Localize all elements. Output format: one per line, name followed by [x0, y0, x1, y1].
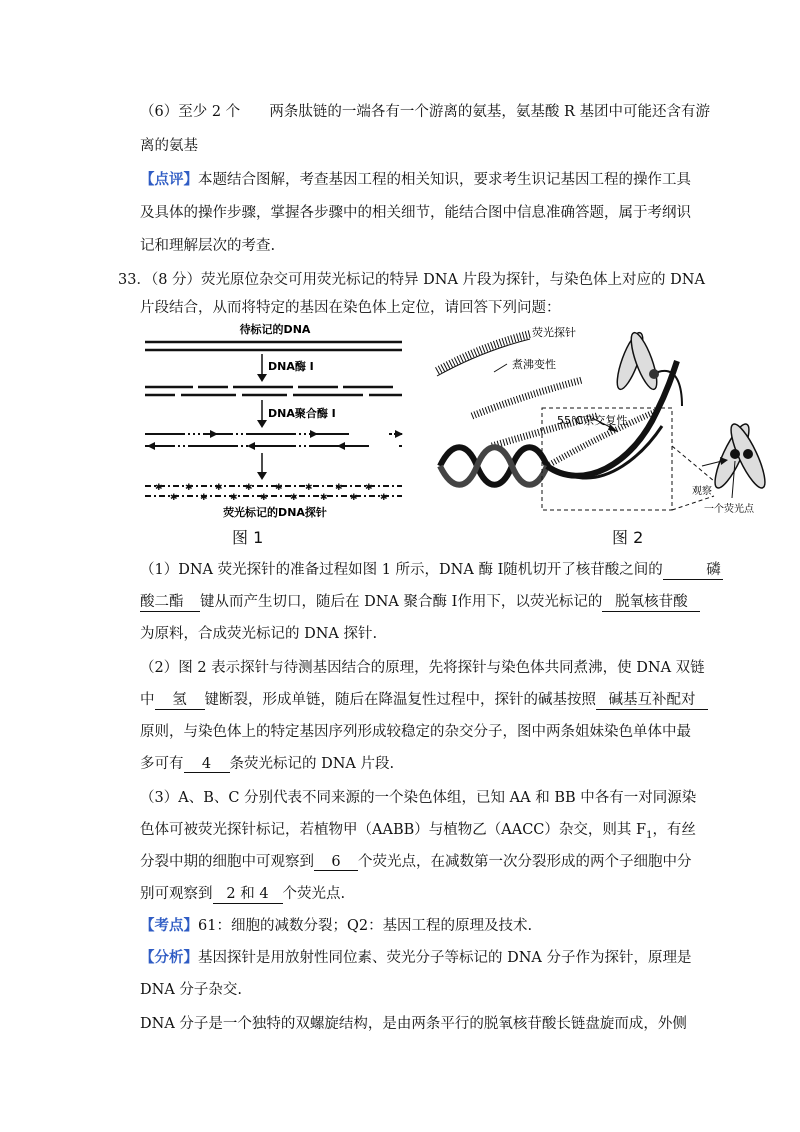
question-33-line1: 33．（8 分）荧光原位杂交可用荧光标记的特异 DNA 片段为探针，与染色体上对应的 DNA [118, 272, 705, 288]
fig2-boil-label: 煮沸变性 [512, 358, 556, 371]
svg-text:✱: ✱ [350, 493, 358, 503]
part2-line4 [140, 752, 800, 773]
part3-answer-2: 2 和 4 [213, 882, 283, 904]
svg-text:✱: ✱ [155, 483, 163, 493]
part3-subscript: 1 [646, 829, 653, 841]
part2-text-b: 中 [140, 692, 155, 708]
svg-text:✱: ✱ [230, 493, 238, 503]
fenxi-line3: DNA 分子是一个独特的双螺旋结构，是由两条平行的脱氧核苷酸长链盘旋而成，外侧 [140, 1016, 687, 1032]
svg-text:✱: ✱ [335, 483, 343, 493]
part1-line3: 为原料，合成荧光标记的 DNA 探针. [140, 626, 378, 642]
part1-line2 [140, 590, 800, 612]
part3-text-e: 别可观察到 [140, 886, 213, 902]
figure-1-diagram [140, 318, 410, 548]
part3-line4 [140, 882, 800, 904]
fenxi-line1 [140, 946, 800, 967]
fig1-step2-label: DNA聚合酶 I [268, 407, 336, 420]
part6-line2: 离的氨基 [140, 138, 198, 154]
part1-answer-1a: 磷 [663, 558, 723, 580]
svg-text:✱: ✱ [260, 493, 268, 503]
part3-text-d: 个荧光点，在减数第一次分裂形成的两个子细胞中分 [358, 854, 692, 870]
svg-text:✱: ✱ [245, 483, 253, 493]
figure-2-caption: 图 2 [612, 528, 644, 547]
part3-line1: （3）A、B、C 分别代表不同来源的一个染色体组，已知 AA 和 BB 中各有一对同源染 [140, 790, 697, 806]
svg-text:✱: ✱ [290, 493, 298, 503]
fenxi-text-1: 基因探针是用放射性同位素、荧光分子等标记的 DNA 分子作为探针，原理是 [198, 950, 692, 966]
comment-tag: 【点评】 [140, 171, 198, 188]
svg-text:✱: ✱ [185, 483, 193, 493]
svg-text:✱: ✱ [320, 493, 328, 503]
part2-text-c: 键断裂，形成单链，随后在降温复性过程中，探针的碱基按照 [204, 692, 596, 708]
part1-line1 [140, 558, 800, 580]
svg-text:✱: ✱ [200, 493, 208, 503]
part3-line2 [140, 818, 800, 841]
figure-1-caption: 图 1 [232, 528, 264, 547]
part3-line3 [140, 850, 800, 871]
svg-text:✱: ✱ [305, 483, 313, 493]
comment-line2: 及具体的操作步骤，掌握各步骤中的相关细节，能结合图中信息准确答题，属于考纲识 [140, 205, 691, 221]
part6-explanation: 两条肽链的一端各有一个游离的氨基，氨基酸 R 基团中可能还含有游 [269, 104, 711, 120]
part3-text-b2: ，有丝 [652, 822, 696, 838]
question-33-line2: 片段结合，从而将特定的基因在染色体上定位，请回答下列问题： [140, 300, 561, 316]
svg-text:✱: ✱ [275, 483, 283, 493]
fig2-dot-label: 一个荧光点 [704, 504, 754, 515]
part1-text-b: 键从而产生切口，随后在 DNA 聚合酶 Ⅰ作用下，以荧光标记的 [200, 594, 603, 610]
comment-line3: 记和理解层次的考查. [140, 238, 276, 254]
svg-text:✱: ✱ [365, 483, 373, 493]
fig1-step1-label: DNA酶 I [268, 360, 314, 373]
comment-line1 [140, 168, 800, 189]
part2-line3: 原则，与染色体上的特定基因序列形成较稳定的杂交分子，图中两条姐妹染色单体中最 [140, 724, 691, 740]
svg-text:✱: ✱ [380, 493, 388, 503]
fig2-probe-label: 荧光探针 [532, 326, 576, 339]
part3-text-b: 色体可被荧光探针标记，若植物甲（AABB）与植物乙（AACC）杂交，则其 F [140, 822, 647, 838]
kaodian-text: 61：细胞的减数分裂；Q2：基因工程的原理及技术. [198, 918, 533, 934]
fig1-top-label: 待标记的DNA [239, 323, 311, 336]
figure-2 [432, 316, 778, 526]
figure-2-diagram [432, 316, 778, 526]
svg-text:✱: ✱ [170, 493, 178, 503]
comment-text-1: 本题结合图解，考查基因工程的相关知识，要求考生识记基因工程的操作工具 [198, 172, 691, 188]
fig2-anneal-label: 55℃杂交复性 [557, 414, 628, 427]
kaodian-line [140, 914, 800, 935]
part1-answer-2: 脱氧核苷酸 [602, 590, 700, 612]
part2-line2 [140, 688, 800, 710]
part6-line1 [140, 100, 800, 121]
part3-answer-1: 6 [314, 854, 358, 871]
part2-answer-3: 4 [184, 756, 230, 773]
fig1-bottom-label: 荧光标记的DNA探针 [223, 506, 327, 519]
part3-text-c: 分裂中期的细胞中可观察到 [140, 854, 314, 870]
fig2-observe-label: 观察 [692, 486, 712, 497]
part2-line1: （2）图 2 表示探针与待测基因结合的原理，先将探针与染色体共同煮沸，使 DNA 双链 [140, 660, 705, 676]
kaodian-tag: 【考点】 [140, 917, 198, 934]
part2-answer-2: 碱基互补配对 [596, 688, 708, 710]
fenxi-line2: DNA 分子杂交. [140, 982, 243, 998]
part1-text-a: （1）DNA 荧光探针的准备过程如图 1 所示，DNA 酶 Ⅰ随机切开了核苷酸之间的 [140, 562, 663, 578]
svg-text:✱: ✱ [215, 483, 223, 493]
fenxi-tag: 【分析】 [140, 949, 198, 966]
part6-answer: （6）至少 2 个 [140, 104, 241, 120]
part2-answer-1: 氢 [155, 688, 205, 710]
part2-text-f: 条荧光标记的 DNA 片段. [229, 756, 395, 772]
part1-answer-1b: 酸二酯 [140, 590, 200, 612]
figure-1 [140, 318, 410, 548]
part3-text-f: 个荧光点. [282, 886, 346, 902]
part2-text-e: 多可有 [140, 756, 184, 772]
